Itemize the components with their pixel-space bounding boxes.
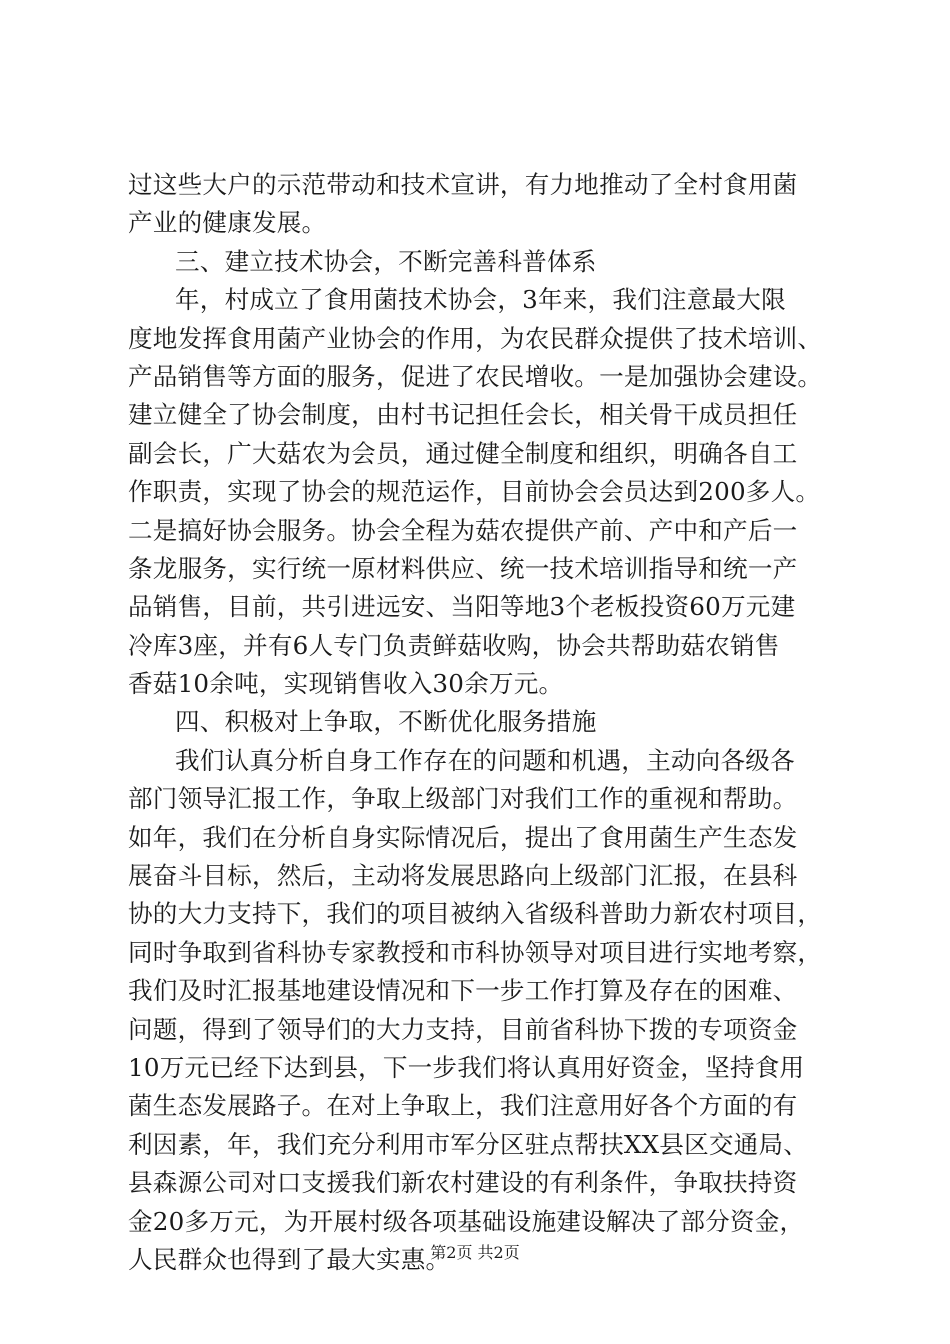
text-line: 香菇10余吨，实现销售收入30余万元。	[128, 669, 564, 699]
text-line: 利因素，年，我们充分利用市军分区驻点帮扶XX县区交通局、	[128, 1129, 809, 1159]
text-line: 菌生态发展路子。在对上争取上，我们注意用好各个方面的有	[128, 1091, 798, 1121]
document-body	[128, 166, 828, 1279]
text-line: 品销售，目前，共引进远安、当阳等地3个老板投资60万元建	[128, 592, 796, 622]
text-line: 人民群众也得到了最大实惠。	[128, 1244, 451, 1274]
text-line: 我们认真分析自身工作存在的问题和机遇，主动向各级各	[175, 745, 795, 775]
text-line: 部门领导汇报工作，争取上级部门对我们工作的重视和帮助。	[128, 784, 798, 814]
text-line: 如年，我们在分析自身实际情况后，提出了食用菌生产生态发	[128, 822, 798, 852]
text-line: 条龙服务，实行统一原材料供应、统一技术培训指导和统一产	[128, 553, 798, 583]
text-line: 展奋斗目标，然后，主动将发展思路向上级部门汇报，在县科	[128, 861, 798, 891]
text-line: 同时争取到省科协专家教授和市科协领导对项目进行实地考察，	[128, 937, 823, 967]
text-line: 冷库3座，并有6人专门负责鲜菇收购，协会共帮助菇农销售	[128, 630, 780, 660]
text-line: 县森源公司对口支援我们新农村建设的有利条件，争取扶持资	[128, 1168, 798, 1198]
text-line: 问题，得到了领导们的大力支持，目前省科协下拨的专项资金	[128, 1014, 798, 1044]
text-line: 产品销售等方面的服务，促进了农民增收。一是加强协会建设。	[128, 361, 823, 391]
text-line: 产业的健康发展。	[128, 208, 327, 238]
text-line: 度地发挥食用菌产业协会的作用，为农民群众提供了技术培训、	[128, 323, 823, 353]
text-line: 10万元已经下达到县，下一步我们将认真用好资金，坚持食用	[128, 1052, 805, 1082]
section-heading: 三、建立技术协会，不断完善科普体系	[175, 246, 597, 276]
text-line: 我们及时汇报基地建设情况和下一步工作打算及存在的困难、	[128, 976, 798, 1006]
text-line: 过这些大户的示范带动和技术宣讲，有力地推动了全村食用菌	[128, 170, 798, 199]
text-line: 年，村成立了食用菌技术协会，3年来，我们注意最大限	[175, 285, 786, 315]
text-line: 建立健全了协会制度，由村书记担任会长，相关骨干成员担任	[128, 400, 798, 430]
text-line: 协的大力支持下，我们的项目被纳入省级科普助力新农村项目，	[128, 899, 823, 929]
text-line: 二是搞好协会服务。协会全程为菇农提供产前、产中和产后一	[128, 515, 798, 545]
text-line: 副会长，广大菇农为会员，通过健全制度和组织，明确各自工	[128, 438, 798, 468]
text-line: 金20多万元，为开展村级各项基础设施建设解决了部分资金，	[128, 1206, 805, 1236]
page-number-footer: 第2页 共2页	[430, 1243, 520, 1262]
text-line: 作职责，实现了协会的规范运作，目前协会会员达到200多人。	[128, 477, 821, 507]
section-heading: 四、积极对上争取，不断优化服务措施	[175, 707, 597, 737]
